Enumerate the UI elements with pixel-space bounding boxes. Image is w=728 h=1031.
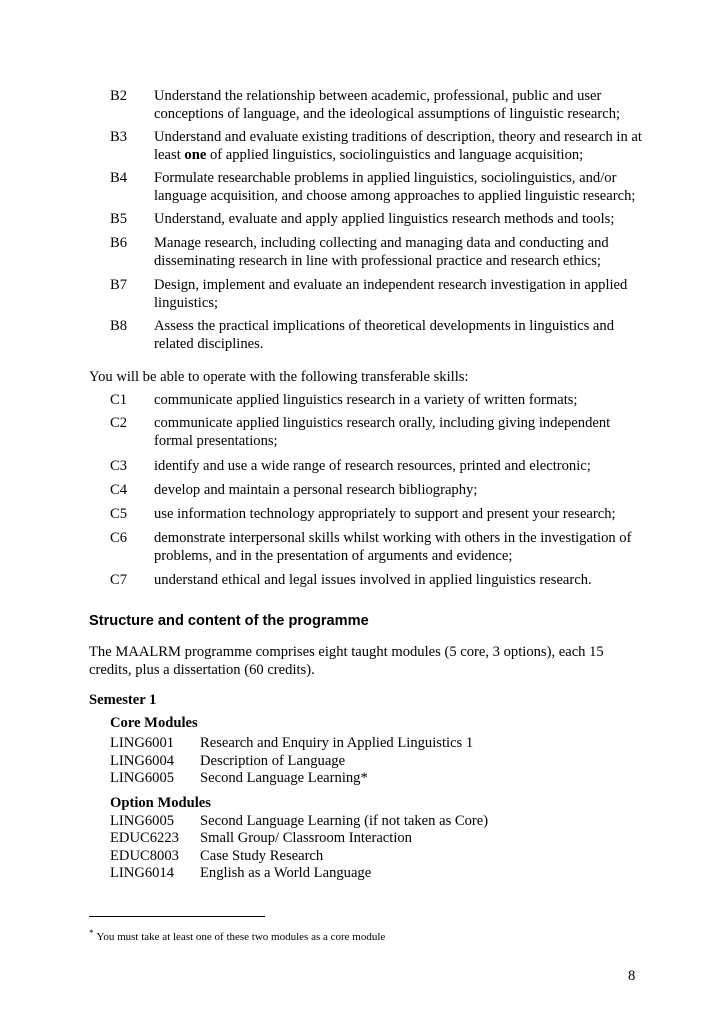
outcome-b5: [110, 210, 650, 228]
outcome-text-part: Understand and evaluate existing traditions of description, theory and research in at least: [154, 129, 642, 163]
outcome-b8: [110, 317, 650, 353]
section-heading: Structure and content of the programme: [89, 613, 369, 629]
module-code: LING6004: [110, 753, 175, 769]
outcome-c5: [110, 505, 650, 523]
outcome-code: C6: [110, 530, 128, 546]
outcome-code: B8: [110, 318, 128, 334]
outcome-code: B2: [110, 88, 128, 104]
outcome-code: B5: [110, 211, 128, 227]
module-row: [110, 769, 368, 787]
outcome-code: B3: [110, 129, 128, 145]
outcome-text: use information technology appropriately to support and present your research;: [154, 506, 616, 522]
outcome-b7: [110, 276, 650, 312]
module-title: Second Language Learning (if not taken as Core): [200, 813, 489, 829]
footnote-rule: [89, 916, 265, 917]
module-title: Description of Language: [200, 753, 346, 769]
programme-description: The MAALRM programme comprises eight taught modules (5 core, 3 options), each 15 credits, plus a dissertation (60 credits).: [89, 644, 604, 678]
outcome-text: understand ethical and legal issues involved in applied linguistics research.: [154, 572, 592, 588]
outcome-text: demonstrate interpersonal skills whilst working with others in the investigation of problems, and in the presentation of arguments and evidence;: [154, 530, 632, 564]
outcome-text: communicate applied linguistics research orally, including giving independent formal presentations;: [154, 415, 611, 449]
module-row: [110, 864, 371, 882]
outcome-text: Understand the relationship between academic, professional, public and user conceptions of language, and the ideological assumptions of linguistic research;: [154, 88, 621, 122]
footnote-text: You must take at least one of these two modules as a core module: [96, 931, 386, 943]
outcome-text: Design, implement and evaluate an independent research investigation in applied linguistics;: [154, 277, 628, 311]
module-code: LING6005: [110, 770, 175, 786]
outcome-b4: [110, 169, 650, 205]
module-code: EDUC8003: [110, 848, 179, 864]
module-title: Second Language Learning*: [200, 770, 368, 786]
module-title: Small Group/ Classroom Interaction: [200, 830, 412, 846]
option-modules-label: Option Modules: [110, 795, 211, 811]
module-title: Research and Enquiry in Applied Linguistics 1: [200, 735, 474, 751]
module-title: Case Study Research: [200, 848, 324, 864]
core-modules-label: Core Modules: [110, 715, 198, 731]
outcome-c6: [110, 529, 650, 565]
outcome-text-emphasis: one: [184, 147, 207, 163]
outcome-code: C4: [110, 482, 128, 498]
outcome-text: Formulate researchable problems in applied linguistics, sociolinguistics, and/or language acquisition, and choose among approaches to applied linguistic research;: [154, 170, 636, 204]
module-row: [110, 829, 412, 847]
module-code: LING6001: [110, 735, 175, 751]
outcome-b6: [110, 234, 650, 270]
semester-label: Semester 1: [89, 692, 157, 708]
outcome-c2: [110, 414, 650, 450]
outcome-text: Assess the practical implications of theoretical developments in linguistics and related disciplines.: [154, 318, 614, 352]
module-row: [110, 847, 323, 865]
outcome-c4: [110, 481, 650, 499]
outcome-text: develop and maintain a personal research bibliography;: [154, 482, 478, 498]
outcome-code: B6: [110, 235, 128, 251]
module-row: [110, 812, 488, 830]
outcome-text: Manage research, including collecting and managing data and conducting and disseminating research in line with professional practice and research ethics;: [154, 235, 609, 269]
outcome-text: [154, 128, 650, 164]
module-row: [110, 734, 473, 752]
outcome-text-part: of applied linguistics, sociolinguistics and language acquisition;: [206, 147, 584, 163]
module-row: [110, 752, 345, 770]
module-title: English as a World Language: [200, 865, 372, 881]
outcome-b3: [110, 128, 650, 164]
outcome-b2: [110, 87, 650, 123]
outcome-code: C7: [110, 572, 128, 588]
footnote-mark: *: [89, 928, 94, 938]
outcome-code: B7: [110, 277, 128, 293]
outcome-code: C5: [110, 506, 128, 522]
outcome-code: B4: [110, 170, 128, 186]
outcome-c7: [110, 571, 650, 589]
outcome-c1: [110, 391, 650, 409]
module-code: LING6005: [110, 813, 175, 829]
outcome-text: identify and use a wide range of research resources, printed and electronic;: [154, 458, 591, 474]
outcome-code: C1: [110, 392, 128, 408]
module-code: EDUC6223: [110, 830, 179, 846]
page-number: 8: [628, 968, 636, 984]
outcome-code: C2: [110, 415, 128, 431]
outcome-c3: [110, 457, 650, 475]
transferable-skills-intro: You will be able to operate with the following transferable skills:: [89, 369, 469, 385]
footnote: [89, 926, 385, 944]
module-code: LING6014: [110, 865, 175, 881]
outcome-code: C3: [110, 458, 128, 474]
outcome-text: communicate applied linguistics research in a variety of written formats;: [154, 392, 578, 408]
outcome-text: Understand, evaluate and apply applied linguistics research methods and tools;: [154, 211, 615, 227]
